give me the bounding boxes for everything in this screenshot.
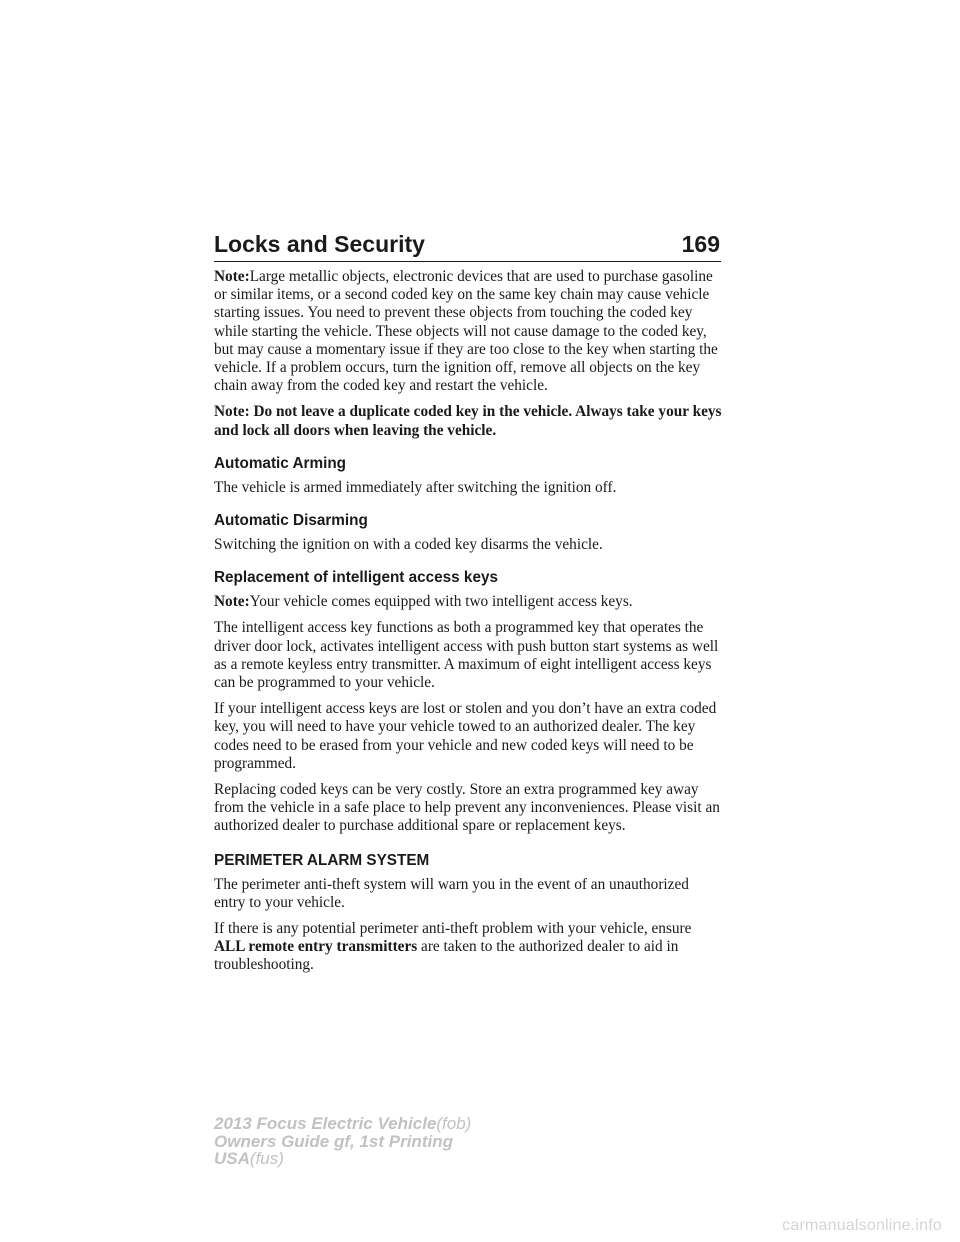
print-footer	[214, 1115, 471, 1168]
page-header	[214, 231, 720, 258]
note-metallic-objects	[214, 268, 724, 395]
key-functions-paragraph: The intelligent access key functions as both a programmed key that operates the driver door lock, activates intelligent access with push button start systems as well as a remote keyless entry transmitter. A maximum of eight intelligent access keys can be programmed to your vehicle.	[214, 619, 719, 692]
footer-market: USA	[214, 1149, 250, 1169]
automatic-disarming-text: Switching the ignition on with a coded key disarms the vehicle.	[214, 536, 603, 554]
footer-line-guide: Owners Guide gf, 1st Printing	[214, 1131, 453, 1151]
replacement-keys-heading: Replacement of intelligent access keys	[214, 569, 498, 587]
note-label: Note:	[214, 593, 250, 611]
footer-model-code: (fob)	[436, 1114, 472, 1133]
troubleshooting-emphasis: ALL remote entry transmitters	[214, 938, 418, 956]
troubleshooting-text-start: If there is any potential perimeter anti-theft problem with your vehicle, ensure	[214, 920, 692, 938]
troubleshooting-text-end: are taken to the authorized dealer to aid in troubleshooting.	[214, 938, 679, 974]
note-text: Large metallic objects, electronic devices that are used to purchase gasoline or similar items, or a second coded key on the same key chain may cause vehicle starting issues. You need to prevent these objects from touching the coded key while starting the vehicle. These objects will not cause damage to the coded key, but may cause a momentary issue if they are too close to the key when starting the vehicle. If a problem occurs, turn the ignition off, remove all objects on the key chain away from the coded key and restart the vehicle.	[214, 268, 718, 395]
section-title: Locks and Security	[214, 231, 425, 257]
note-two-keys	[214, 593, 724, 611]
perimeter-alarm-paragraph: The perimeter anti-theft system will warn you in the event of an unauthorized entry to your vehicle.	[214, 875, 689, 911]
automatic-disarming-heading: Automatic Disarming	[214, 512, 368, 530]
note-text: Your vehicle comes equipped with two intelligent access keys.	[249, 593, 633, 611]
site-watermark: carmanualsonline.info	[782, 1217, 942, 1234]
footer-market-code: (fus)	[249, 1149, 284, 1169]
costly-keys-paragraph: Replacing coded keys can be very costly. Store an extra programmed key away from the vehicle in a safe place to help prevent any inconveniences. Please visit an authorized dealer to purchase additional spare or replacement keys.	[214, 781, 720, 835]
note-duplicate-key	[214, 403, 724, 439]
automatic-arming-text: The vehicle is armed immediately after switching the ignition off.	[214, 478, 617, 496]
footer-model: 2013 Focus Electric Vehicle	[214, 1114, 437, 1133]
lost-keys-paragraph: If your intelligent access keys are lost or stolen and you don’t have an extra coded key, you will need to have your vehicle towed to an authorized dealer. The key codes need to be erased from your vehicle and new coded keys will need to be programmed.	[214, 700, 717, 772]
footer-line-model	[214, 1115, 471, 1133]
page-number: 169	[681, 231, 720, 257]
troubleshooting-paragraph	[214, 920, 724, 975]
header-divider	[214, 261, 721, 262]
page-body	[214, 268, 724, 983]
note-label: Note:	[214, 268, 250, 285]
note-duplicate-key-text: Note: Do not leave a duplicate coded key in the vehicle. Always take your keys and lock all doors when leaving the vehicle.	[214, 403, 722, 439]
footer-line-market	[214, 1150, 471, 1168]
perimeter-alarm-heading: PERIMETER ALARM SYSTEM	[214, 851, 430, 869]
automatic-arming-heading: Automatic Arming	[214, 454, 347, 472]
